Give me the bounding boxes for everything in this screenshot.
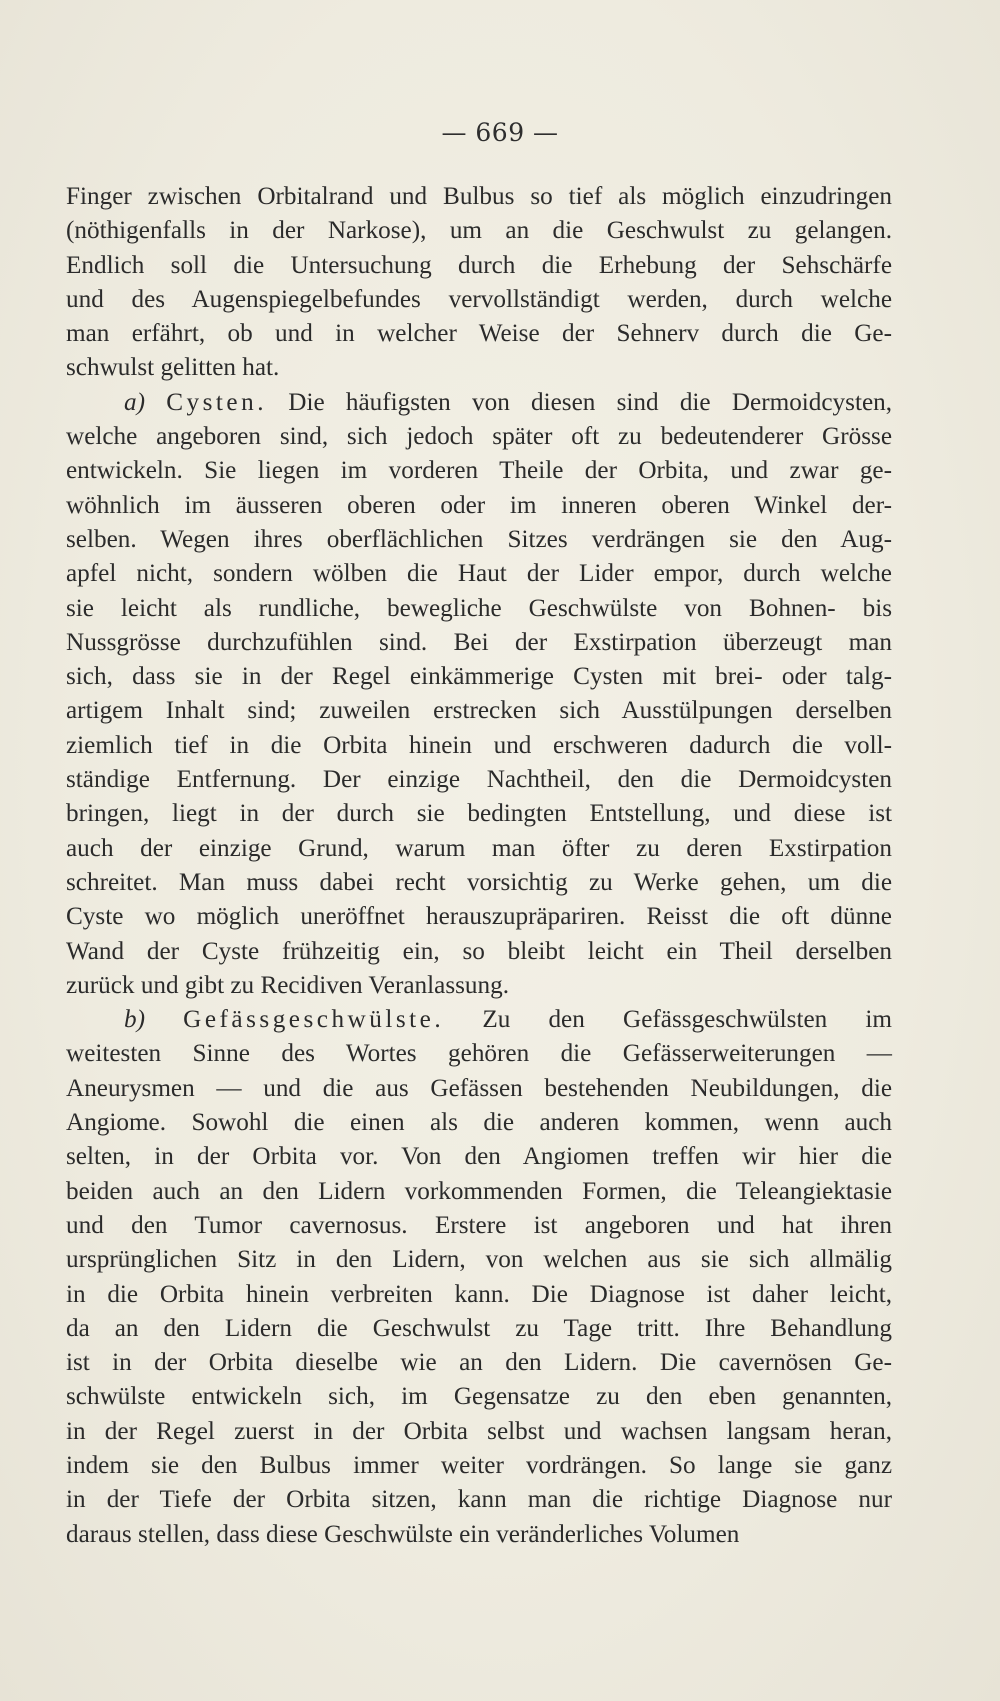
text-line: selben. Wegen ihres oberflächlichen Sitzes verdrängen sie den Aug- <box>66 525 892 553</box>
text-line: zurück und gibt zu Recidiven Veranlassung. <box>66 971 510 999</box>
text-line: Endlich soll die Untersuchung durch die Erhebung der Sehschärfe <box>66 251 892 279</box>
text-line: selten, in der Orbita vor. Von den Angiomen treffen wir hier die <box>66 1143 892 1171</box>
text-line: man erfährt, ob und in welcher Weise der Sehnerv durch die Ge- <box>66 320 892 348</box>
text-line: Angiome. Sowohl die einen als die anderen kommen, wenn auch <box>66 1109 892 1137</box>
section-heading: Cysten. <box>166 388 267 416</box>
text-line: wöhnlich im äusseren oberen oder im inneren oberen Winkel der- <box>66 491 892 519</box>
body-text <box>66 180 892 1552</box>
text-line: in der Tiefe der Orbita sitzen, kann man die richtige Diagnose nur <box>66 1486 892 1514</box>
text-line <box>66 1003 892 1037</box>
text-line: ziemlich tief in die Orbita hinein und erschweren dadurch die voll- <box>66 731 892 759</box>
text-line: ständige Entfernung. Der einzige Nachtheil, den die Dermoidcysten <box>66 766 892 794</box>
text-line: in der Regel zuerst in der Orbita selbst und wachsen langsam heran, <box>66 1417 892 1445</box>
section-marker: a) <box>124 388 145 416</box>
text-line: Aneurysmen — und die aus Gefässen bestehenden Neubildungen, die <box>66 1074 892 1102</box>
text-line: Nussgrösse durchzufühlen sind. Bei der Exstirpation überzeugt man <box>66 628 892 656</box>
page-number: — 669 — <box>441 118 559 147</box>
text-line: welche angeboren sind, sich jedoch später oft zu bedeutenderer Grösse <box>66 423 892 451</box>
text-line: daraus stellen, dass diese Geschwülste ein veränderliches Volumen <box>66 1520 740 1548</box>
text-line: beiden auch an den Lidern vorkommenden Formen, die Teleangiektasie <box>66 1177 892 1205</box>
text-line: auch der einzige Grund, warum man öfter zu deren Exstirpation <box>66 834 892 862</box>
text-line: und den Tumor cavernosus. Erstere ist angeboren und hat ihren <box>66 1211 892 1239</box>
text-line: entwickeln. Sie liegen im vorderen Theile der Orbita, und zwar ge- <box>66 457 892 485</box>
text-line: da an den Lidern die Geschwulst zu Tage tritt. Ihre Behandlung <box>66 1314 892 1342</box>
text-line: weitesten Sinne des Wortes gehören die Gefässerweiterungen — <box>66 1040 892 1068</box>
text-line: apfel nicht, sondern wölben die Haut der Lider empor, durch welche <box>66 560 892 588</box>
text-line: sie leicht als rundliche, bewegliche Geschwülste von Bohnen- bis <box>66 594 892 622</box>
section-text: Zu den Gefässgeschwülsten im <box>482 1006 893 1034</box>
text-line: bringen, liegt in der durch sie bedingten Entstellung, und diese ist <box>66 800 892 828</box>
text-line <box>66 386 892 420</box>
text-line: ist in der Orbita dieselbe wie an den Lidern. Die cavernösen Ge- <box>66 1349 892 1377</box>
text-line: indem sie den Bulbus immer weiter vordrängen. So lange sie ganz <box>66 1451 892 1479</box>
text-line: schreitet. Man muss dabei recht vorsichtig zu Werke gehen, um die <box>66 868 892 896</box>
section-heading: Gefässgeschwülste. <box>183 1006 445 1034</box>
text-line: ursprünglichen Sitz in den Lidern, von welchen aus sie sich allmälig <box>66 1246 892 1274</box>
text-line: Wand der Cyste frühzeitig ein, so bleibt leicht ein Theil derselben <box>66 937 892 965</box>
text-line: in die Orbita hinein verbreiten kann. Die Diagnose ist daher leicht, <box>66 1280 892 1308</box>
section-text: Die häufigsten von diesen sind die Dermoidcysten, <box>288 388 893 416</box>
section-marker: b) <box>124 1006 145 1034</box>
text-line: schwulst gelitten hat. <box>66 354 280 382</box>
text-line: Cyste wo möglich uneröffnet herauszupräpariren. Reisst die oft dünne <box>66 903 892 931</box>
text-line: schwülste entwickeln sich, im Gegensatze zu den eben genannten, <box>66 1383 892 1411</box>
text-line: Finger zwischen Orbitalrand und Bulbus so tief als möglich einzudringen <box>66 183 892 210</box>
text-line: artigem Inhalt sind; zuweilen erstrecken sich Ausstülpungen derselben <box>66 697 892 725</box>
text-line: und des Augenspiegelbefundes vervollständigt werden, durch welche <box>66 285 892 313</box>
text-line: sich, dass sie in der Regel einkämmerige Cysten mit brei- oder talg- <box>66 663 892 691</box>
text-line: (nöthigenfalls in der Narkose), um an die Geschwulst zu gelangen. <box>66 217 892 245</box>
